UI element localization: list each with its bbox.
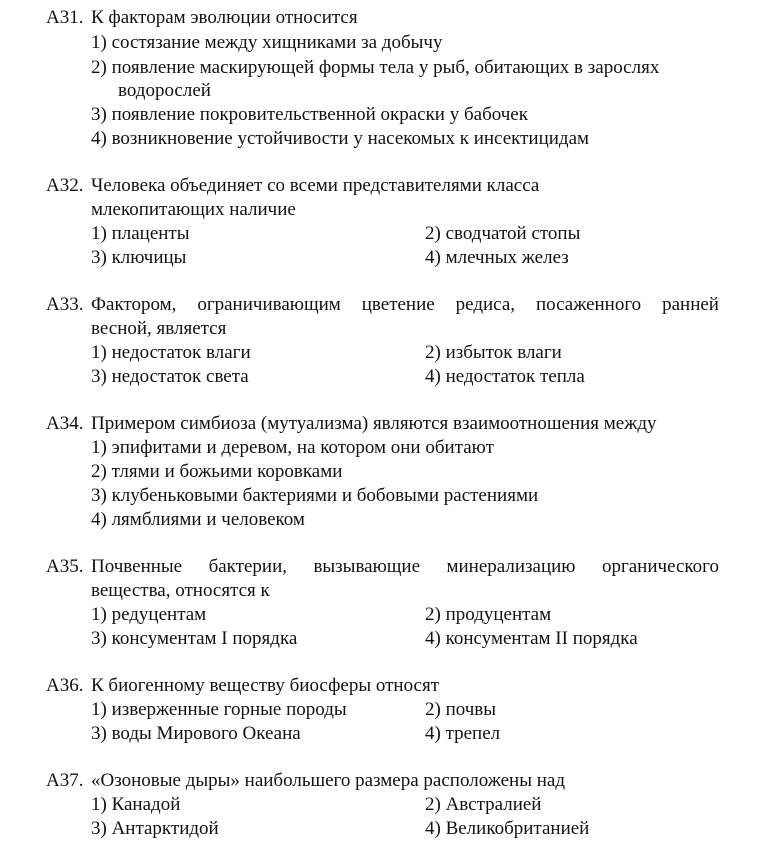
question-number: А35. [46, 556, 84, 577]
answer-option: 2) избыток влаги [425, 342, 562, 363]
answer-option: 4) консументам II порядка [425, 628, 638, 649]
question-stem-continuation: млекопитающих наличие [91, 199, 296, 220]
answer-option: 3) Антарктидой [91, 818, 219, 839]
stem-word: бактерии, [208, 556, 287, 577]
question-number: А34. [46, 413, 84, 434]
question-number: А33. [46, 294, 84, 315]
answer-option: 2) продуцентам [425, 604, 552, 625]
stem-word: Фактором, [91, 294, 177, 315]
answer-option: 3) ключицы [91, 247, 187, 268]
question-number: А32. [46, 175, 84, 196]
answer-option: 4) Великобританией [425, 818, 590, 839]
answer-option: 2) сводчатой стопы [425, 223, 581, 244]
answer-option: 3) появление покровительственной окраски у бабочек [91, 104, 528, 125]
question-number: А36. [46, 675, 84, 696]
answer-option: 1) недостаток влаги [91, 342, 251, 363]
answer-option: 2) тлями и божьими коровками [91, 461, 343, 482]
answer-option: 3) воды Мирового Океана [91, 723, 301, 744]
answer-option: 2) почвы [425, 699, 497, 720]
answer-option: 2) Австралией [425, 794, 542, 815]
answer-option-continuation: водорослей [118, 80, 211, 101]
stem-word: органического [601, 556, 719, 577]
stem-word: вызывающие [313, 556, 421, 577]
question-stem: К факторам эволюции относится [91, 7, 358, 28]
answer-option: 3) консументам I порядка [91, 628, 298, 649]
answer-option: 1) эпифитами и деревом, на котором они обитают [91, 437, 494, 458]
answer-option: 4) недостаток тепла [425, 366, 585, 387]
stem-word: ограничивающим [197, 294, 341, 315]
question-stem: «Озоновые дыры» наибольшего размера расположены над [91, 770, 565, 791]
stem-word: минерализацию [446, 556, 576, 577]
question-stem [91, 294, 719, 318]
stem-word: редиса, [455, 294, 516, 315]
stem-word: Почвенные [91, 556, 183, 577]
answer-option: 4) трепел [425, 723, 501, 744]
question-stem [91, 556, 719, 580]
question-number: А37. [46, 770, 84, 791]
answer-option: 3) недостаток света [91, 366, 249, 387]
question-stem-continuation: вещества, относятся к [91, 580, 270, 601]
answer-option: 4) возникновение устойчивости у насекомых к инсектицидам [91, 128, 590, 149]
stem-word: посаженного [535, 294, 642, 315]
answer-option: 1) Канадой [91, 794, 181, 815]
answer-option: 1) состязание между хищниками за добычу [91, 32, 443, 53]
stem-word: ранней [662, 294, 719, 315]
stem-word: цветение [361, 294, 435, 315]
answer-option: 1) изверженные горные породы [91, 699, 347, 720]
answer-option: 3) клубеньковыми бактериями и бобовыми растениями [91, 485, 539, 506]
question-stem: Примером симбиоза (мутуализма) являются взаимоотношения между [91, 413, 657, 434]
question-number: А31. [46, 7, 84, 28]
question-stem: К биогенному веществу биосферы относят [91, 675, 440, 696]
answer-option: 1) плаценты [91, 223, 190, 244]
question-stem: Человека объединяет со всеми представителями класса [91, 175, 540, 196]
answer-option: 1) редуцентам [91, 604, 207, 625]
answer-option: 2) появление маскирующей формы тела у рыб, обитающих в зарослях [91, 57, 660, 78]
question-stem-continuation: весной, является [91, 318, 227, 339]
answer-option: 4) млечных желез [425, 247, 569, 268]
answer-option: 4) лямблиями и человеком [91, 509, 305, 530]
